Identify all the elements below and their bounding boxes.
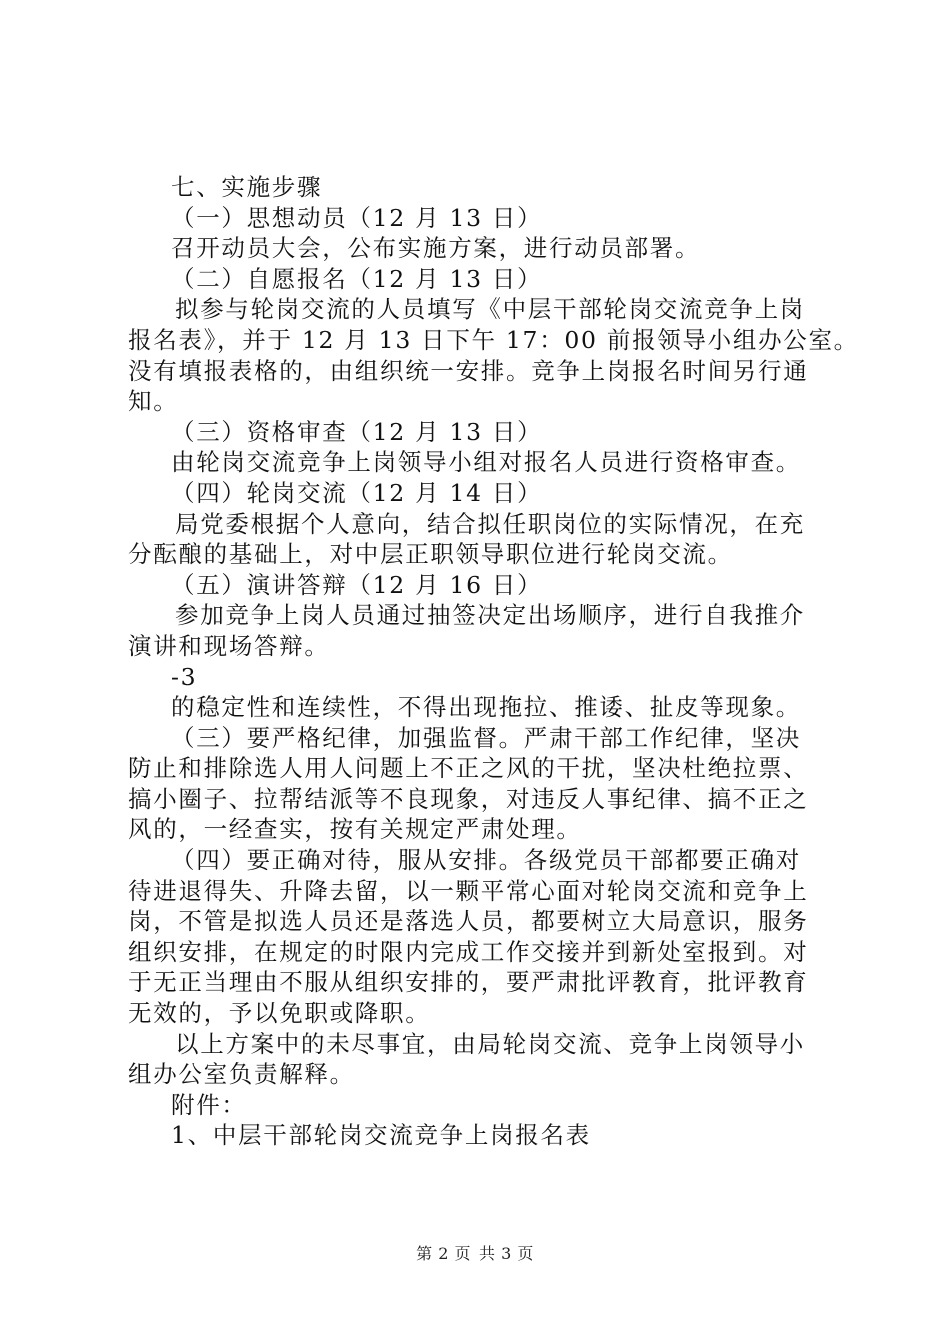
paragraph-line: 局党委根据个人意向，结合拟任职岗位的实际情况，在充 <box>175 509 805 538</box>
page-footer <box>0 1244 950 1264</box>
paragraph-line: 知。 <box>128 387 179 416</box>
page-marker: -3 <box>171 662 198 691</box>
paragraph-line: （三）要严格纪律，加强监督。严肃干部工作纪律，坚决 <box>171 723 801 752</box>
paragraph-line: 岗，不管是拟选人员还是落选人员，都要树立大局意识，服务 <box>128 907 809 936</box>
page-total: 共 3 页 <box>479 1244 534 1263</box>
step-heading: （三）资格审查（12 月 13 日） <box>171 417 543 446</box>
step-heading: （二）自愿报名（12 月 13 日） <box>171 264 543 293</box>
paragraph-line: 没有填报表格的，由组织统一安排。竞争上岗报名时间另行通 <box>128 356 809 385</box>
paragraph-line: 以上方案中的未尽事宜，由局轮岗交流、竞争上岗领导小 <box>175 1029 805 1058</box>
step-heading: （四）轮岗交流（12 月 14 日） <box>171 478 543 507</box>
paragraph-line: 拟参与轮岗交流的人员填写《中层干部轮岗交流竞争上岗 <box>175 295 805 324</box>
attachment-label: 附件： <box>171 1090 247 1119</box>
document-body <box>128 172 859 1151</box>
paragraph-line: 于无正当理由不服从组织安排的，要严肃批评教育，批评教育 <box>128 968 809 997</box>
paragraph-line: （四）要正确对待，服从安排。各级党员干部都要正确对 <box>171 846 801 875</box>
step-heading: （五）演讲答辩（12 月 16 日） <box>171 570 543 599</box>
paragraph-line: 无效的，予以免职或降职。 <box>128 999 431 1028</box>
paragraph-line: 待进退得失、升降去留，以一颗平常心面对轮岗交流和竞争上 <box>128 876 809 905</box>
paragraph-line: 分酝酿的基础上，对中层正职领导职位进行轮岗交流。 <box>128 540 733 569</box>
paragraph-line: 组办公室负责解释。 <box>128 1060 355 1089</box>
paragraph-line: 搞小圈子、拉帮结派等不良现象，对违反人事纪律、搞不正之 <box>128 784 809 813</box>
paragraph-line: 召开动员大会，公布实施方案，进行动员部署。 <box>171 234 701 263</box>
paragraph-line: 报名表》，并于 12 月 13 日下午 17：00 前报领导小组办公室。 <box>128 325 859 354</box>
paragraph-line: 参加竞争上岗人员通过抽签决定出场顺序，进行自我推介 <box>175 601 805 630</box>
paragraph-line: 由轮岗交流竞争上岗领导小组对报名人员进行资格审查。 <box>171 448 801 477</box>
paragraph-line: 组织安排，在规定的时限内完成工作交接并到新处室报到。对 <box>128 937 809 966</box>
paragraph-line: 演讲和现场答辩。 <box>128 631 330 660</box>
paragraph-line: 的稳定性和连续性，不得出现拖拉、推诿、扯皮等现象。 <box>171 693 801 722</box>
step-heading: （一）思想动员（12 月 13 日） <box>171 203 543 232</box>
section-heading: 七、实施步骤 <box>171 173 323 201</box>
paragraph-line: 风的，一经查实，按有关规定严肃处理。 <box>128 815 582 844</box>
paragraph-line: 防止和排除选人用人问题上不正之风的干扰，坚决杜绝拉票、 <box>128 754 809 783</box>
page-number: 第 2 页 <box>416 1244 471 1263</box>
attachment-item: 1、中层干部轮岗交流竞争上岗报名表 <box>171 1121 591 1150</box>
